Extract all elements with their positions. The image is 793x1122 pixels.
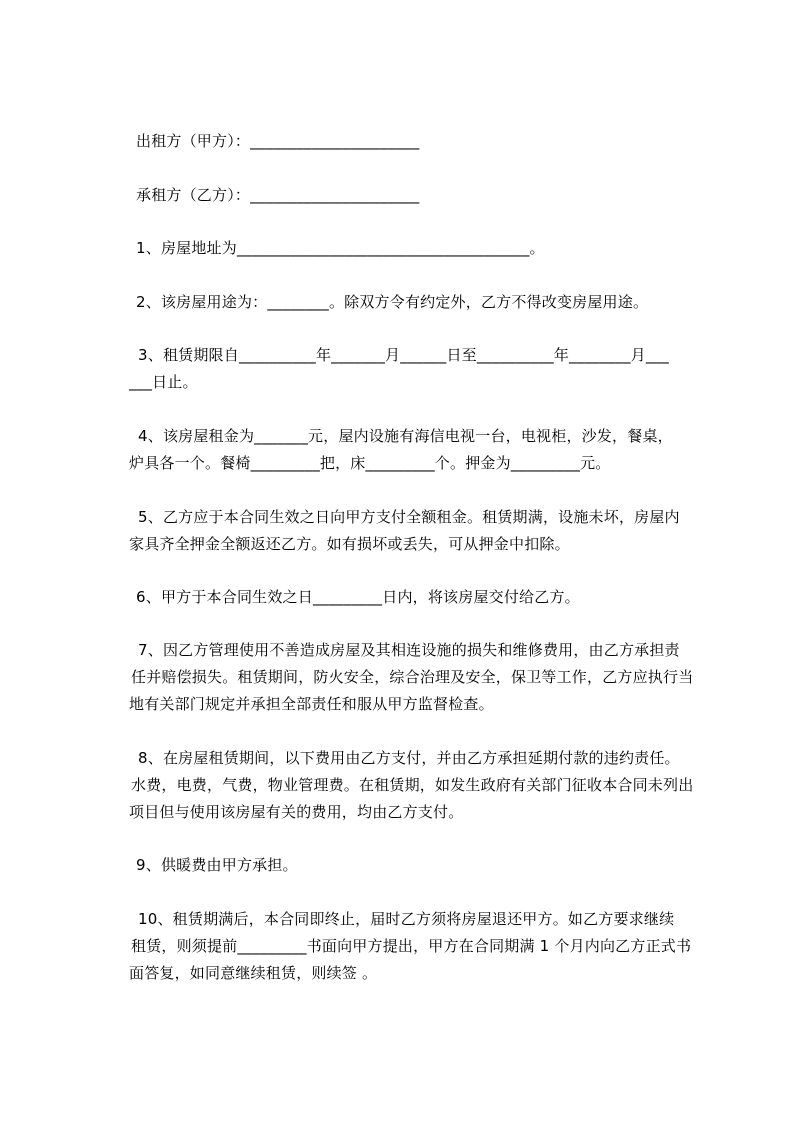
clause-7-line-2: 任并赔偿损失。租赁期间，防火安全，综合治理及安全，保卫等工作，乙方应执行当 [131,668,694,686]
lessor-line: 出租方（甲方）：______________________ [136,132,420,150]
clause-3-line-1: 3、租赁期限自__________年_______月______日至__________年________月___ [138,346,669,364]
clause-4-line-1: 4、该房屋租金为_______元，屋内设施有海信电视一台，电视柜，沙发，餐桌， [138,427,673,445]
clause-10-line-3: 面答复，如同意继续租赁，则续签 。 [129,964,378,982]
clause-7-line-3: 地有关部门规定并承担全部责任和服从甲方监督检查。 [129,695,494,713]
clause-10-line-1: 10、租赁期满后，本合同即终止，届时乙方须将房屋退还甲方。如乙方要求继续 [138,910,675,928]
clause-5-line-2: 家具齐全押金全额返还乙方。如有损坏或丢失，可从押金中扣除。 [129,535,570,553]
clause-7-line-1: 7、因乙方管理使用不善造成房屋及其相连设施的损失和维修费用，由乙方承担责 [138,641,680,659]
clause-2-line: 2、该房屋用途为：________。除双方令有约定外，乙方不得改变房屋用途。 [136,293,649,311]
clause-8-line-1: 8、在房屋租赁期间，以下费用由乙方支付，并由乙方承担延期付款的违约责任。 [138,749,680,767]
clause-4-line-2: 炉具各一个。餐椅_________把，床_________个。押金为_________元。 [129,454,611,472]
clause-3-line-2: ___日止。 [129,373,198,391]
clause-10-line-2: 租赁，则须提前_________书面向甲方提出，甲方在合同期满 1 个月内向乙方正式书 [131,937,692,955]
clause-5-line-1: 5、乙方应于本合同生效之日向甲方支付全额租金。租赁期满，设施未坏，房屋内 [138,508,680,526]
clause-6-line: 6、甲方于本合同生效之日_________日内，将该房屋交付给乙方。 [136,588,580,606]
lessee-line: 承租方（乙方）：______________________ [136,186,420,204]
clause-1-line: 1、房屋地址为______________________________________。 [136,239,545,257]
clause-8-line-2: 水费，电费，气费，物业管理费。在租赁期，如发生政府有关部门征收本合同未列出 [131,776,694,794]
clause-9-line: 9、供暖费由甲方承担。 [136,856,298,874]
clause-8-line-3: 项目但与使用该房屋有关的费用，均由乙方支付。 [129,803,464,821]
